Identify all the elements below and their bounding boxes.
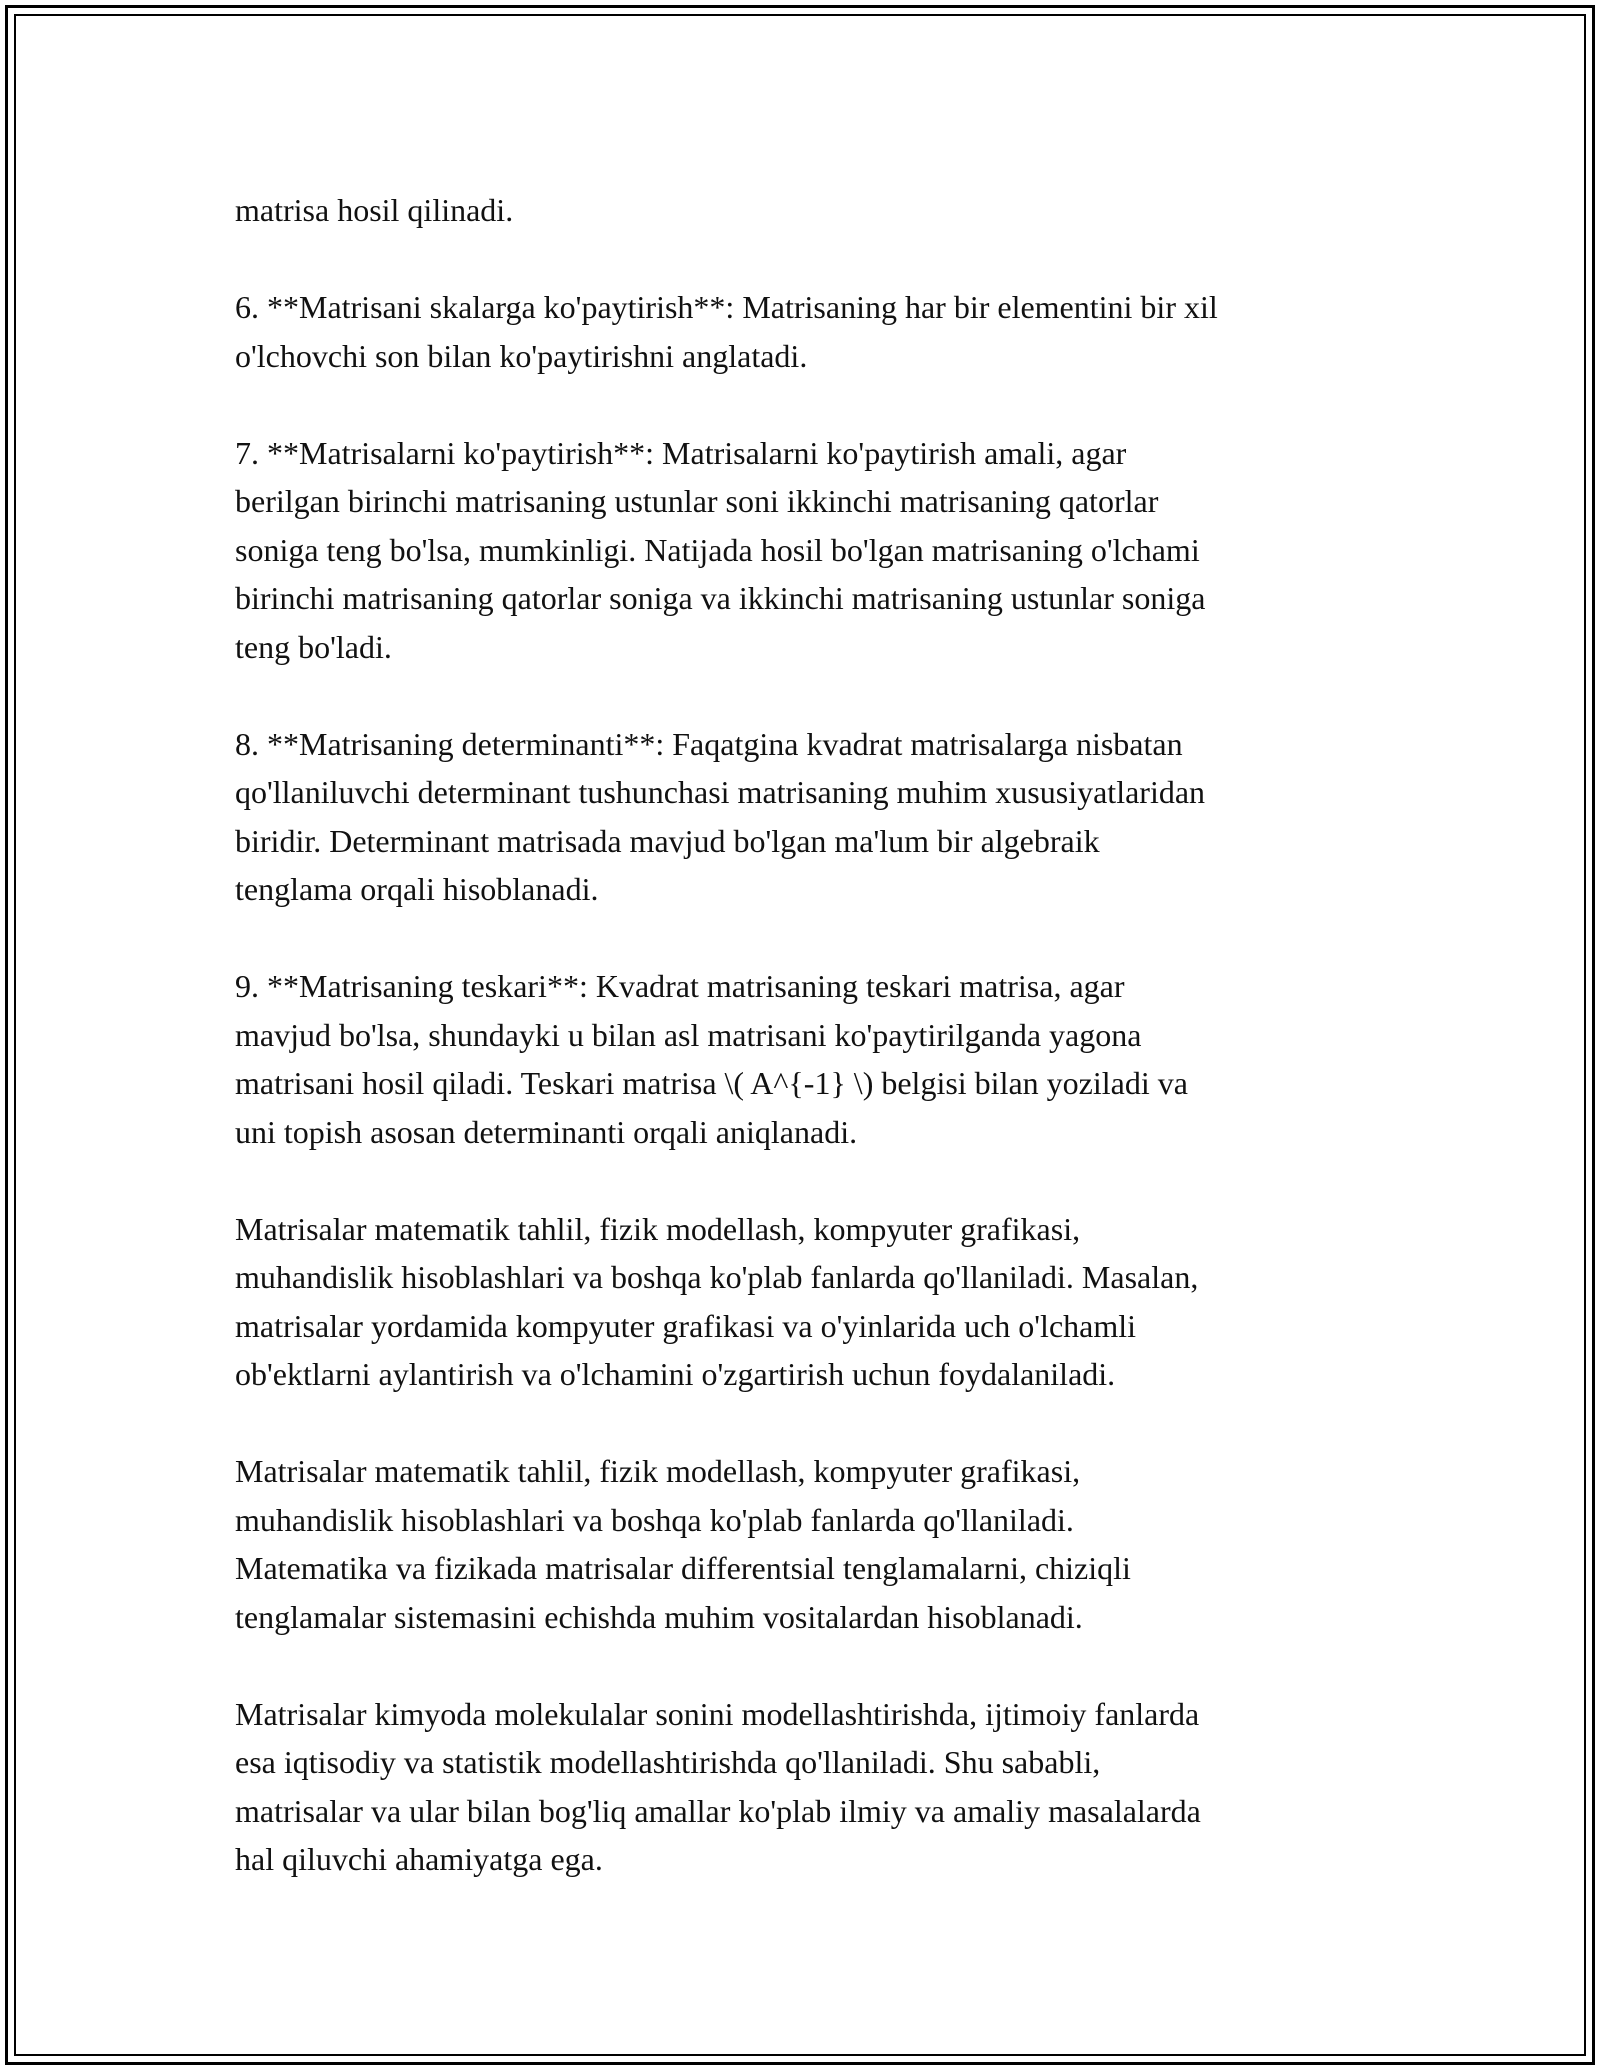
- paragraph-item-8: 8. **Matrisaning determinanti**: Faqatgina kvadrat matrisalarga nisbatan qo'llaniluvchi determinant tushunchasi matrisaning muhim xususiyatlaridan biridir. Determinant matrisada mavjud bo'lgan ma'lum bir algebraik tenglama orqali hisoblanadi.: [235, 725, 1206, 907]
- paragraph-item-7: 7. **Matrisalarni ko'paytirish**: Matrisalarni ko'paytirish amali, agar berilgan birinchi matrisaning ustunlar soni ikkinchi matrisaning qatorlar soniga teng bo'lsa, mumkinligi. Natijada hosil bo'lgan matrisaning o'lchami birinchi matrisaning qatorlar soniga va ikkinchi matrisaning ustunlar soniga teng bo'ladi.: [235, 434, 1206, 665]
- paragraph-item-6: 6. **Matrisani skalarga ko'paytirish**: Matrisaning har bir elementini bir xil o'lchovchi son bilan ko'paytirishni anglatadi.: [235, 289, 1218, 374]
- document-body: [235, 186, 1375, 1932]
- paragraph-applications-chemistry: Matrisalar kimyoda molekulalar sonini modellashtirishda, ijtimoiy fanlarda esa iqtisodiy va statistik modellashtirishda qo'llaniladi. Shu sababli, matrisalar va ular bilan bog'liq amallar ko'plab ilmiy va amaliy masalalarda hal qiluvchi ahamiyatga ega.: [235, 1695, 1201, 1877]
- paragraph-item-9: 9. **Matrisaning teskari**: Kvadrat matrisaning teskari matrisa, agar mavjud bo'lsa, shundayki u bilan asl matrisani ko'paytirilganda yagona matrisani hosil qiladi. Teskari matrisa \( A^{-1} \) belgisi bilan yoziladi va uni topish asosan determinanti orqali aniqlanadi.: [235, 968, 1188, 1150]
- paragraph-continuation: matrisa hosil qilinadi.: [235, 192, 514, 228]
- paragraph-applications: Matrisalar matematik tahlil, fizik modellash, kompyuter grafikasi, muhandislik hisoblashlari va boshqa ko'plab fanlarda qo'llaniladi. Masalan, matrisalar yordamida kompyuter grafikasi va o'yinlarida uch o'lchamli ob'ektlarni aylantirish va o'lchamini o'zgartirish uchun foydalaniladi.: [235, 1210, 1199, 1392]
- paragraph-applications-physics: Matrisalar matematik tahlil, fizik modellash, kompyuter grafikasi, muhandislik hisoblashlari va boshqa ko'plab fanlarda qo'llaniladi. Matematika va fizikada matrisalar differentsial tenglamalarni, chiziqli tenglamalar sistemasini echishda muhim vositalardan hisoblanadi.: [235, 1453, 1131, 1635]
